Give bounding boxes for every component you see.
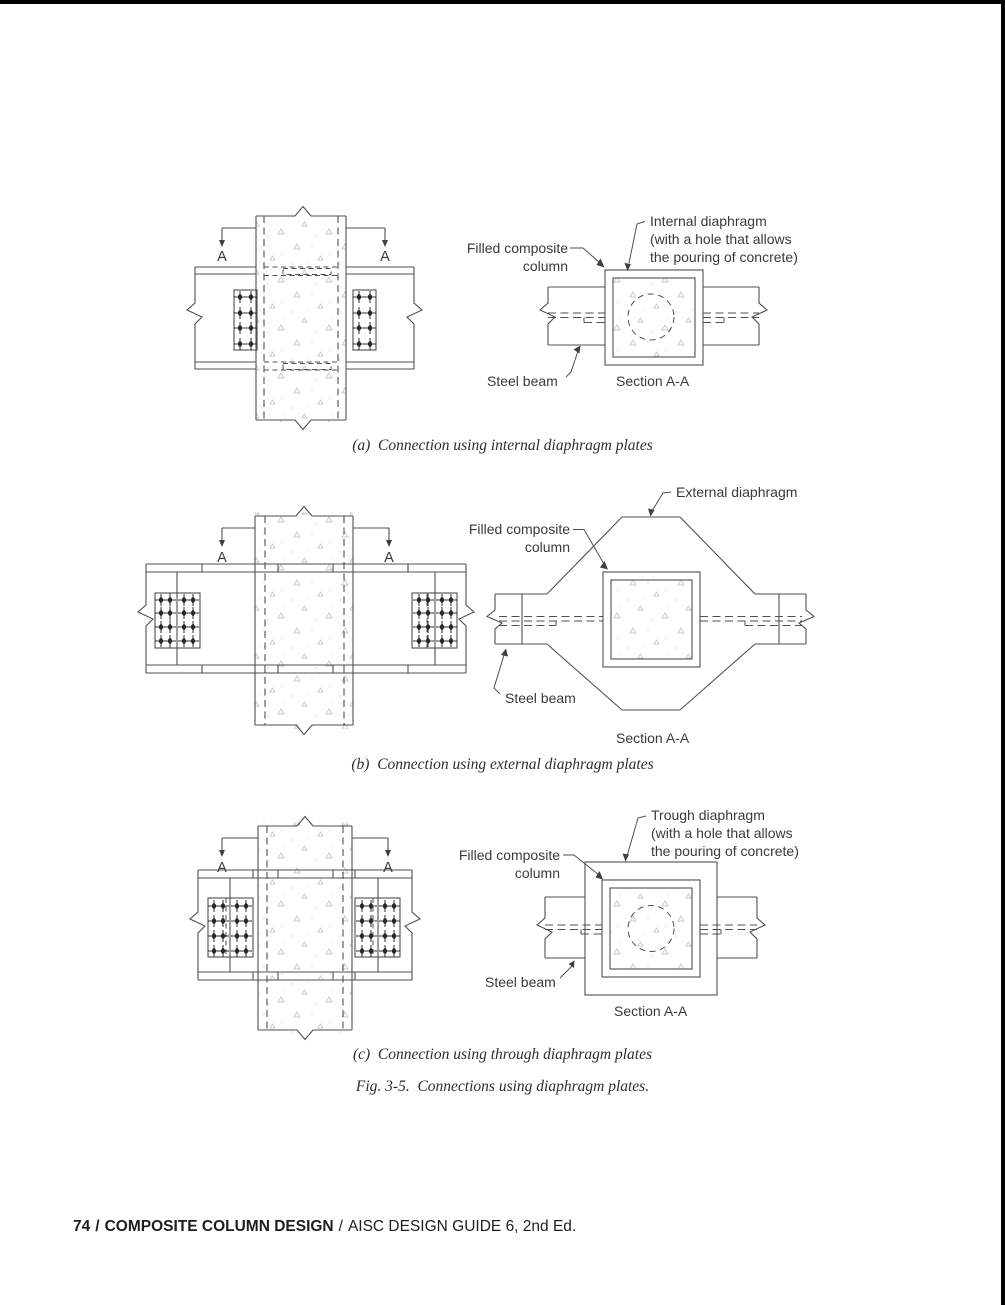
section-cut-arrow-left [219,240,225,247]
section-cut-arrow-right [385,850,391,857]
label-internal-diaphragm-3: the pouring of concrete) [650,249,798,265]
section-a [467,213,798,389]
label-trough-diaphragm-1: Trough diaphragm [651,807,765,823]
footer-separator-2: / [338,1218,343,1235]
footer-separator-1: / [95,1218,100,1235]
caption-figure-b: (b) Connection using external diaphragm plates [351,756,654,773]
section-marker-a-right: A [380,249,390,265]
page-footer [73,1218,576,1236]
concrete-fill [256,214,346,422]
concrete-fill [611,889,692,969]
section-title: Section A-A [614,1003,688,1019]
section-cut-arrow-right [382,240,388,247]
label-trough-diaphragm-3: the pouring of concrete) [651,843,799,859]
leader-arrow-beam [574,346,581,354]
label-internal-diaphragm-2: (with a hole that allows [650,231,792,247]
label-filled-composite-2: column [514,865,560,881]
label-steel-beam: Steel beam [485,974,556,990]
footer-book-title: COMPOSITE COLUMN DESIGN [104,1218,334,1235]
label-filled-composite-1: Filled composite [458,847,560,863]
concrete-fill [612,581,692,659]
elevation-c [190,817,420,1040]
label-filled-composite-2: column [524,539,570,555]
leader-arrow-beam [501,649,508,657]
section-title: Section A-A [616,373,690,389]
label-steel-beam: Steel beam [487,373,558,389]
leader-arrow-column [596,871,604,880]
elevation-b [138,507,474,735]
section-marker-a-left: A [217,249,227,265]
caption-figure-c: (c) Connection using through diaphragm plates [352,1046,653,1063]
label-internal-diaphragm-1: Internal diaphragm [650,213,767,229]
footer-edition: AISC DESIGN GUIDE 6, 2nd Ed. [347,1218,577,1235]
figure-main-caption: Fig. 3-5. Connections using diaphragm plates. [355,1078,650,1095]
bolt-plate-left [234,290,257,350]
section-c [459,807,799,1019]
concrete-fill [614,279,695,357]
section-b [469,484,814,746]
label-external-diaphragm: External diaphragm [676,484,798,500]
leader-arrow-diaphragm [648,509,655,517]
section-cut-arrow-right [386,540,392,547]
caption-figure-a: (a) Connection using internal diaphragm plates [352,437,653,454]
section-marker-b-left: A [217,550,227,566]
leader-arrow-column [600,561,608,570]
label-steel-beam: Steel beam [505,690,576,706]
leader-arrow-diaphragm [623,854,630,862]
label-trough-diaphragm-2: (with a hole that allows [651,825,793,841]
concrete-fill [258,822,352,1034]
elevation-a [187,207,422,430]
section-marker-b-right: A [384,550,394,566]
label-filled-composite-2: column [522,258,568,274]
label-filled-composite-1: Filled composite [468,521,570,537]
section-cut-arrow-left [219,850,225,857]
footer-page-number: 74 [73,1218,91,1235]
bolt-plate-right [353,290,376,350]
section-marker-c-right: A [383,860,393,876]
section-marker-c-left: A [217,860,227,876]
section-title: Section A-A [616,730,690,746]
leader-arrow-column [597,259,605,268]
section-cut-arrow-left [219,540,225,547]
concrete-fill [255,512,353,729]
label-filled-composite-1: Filled composite [466,240,568,256]
